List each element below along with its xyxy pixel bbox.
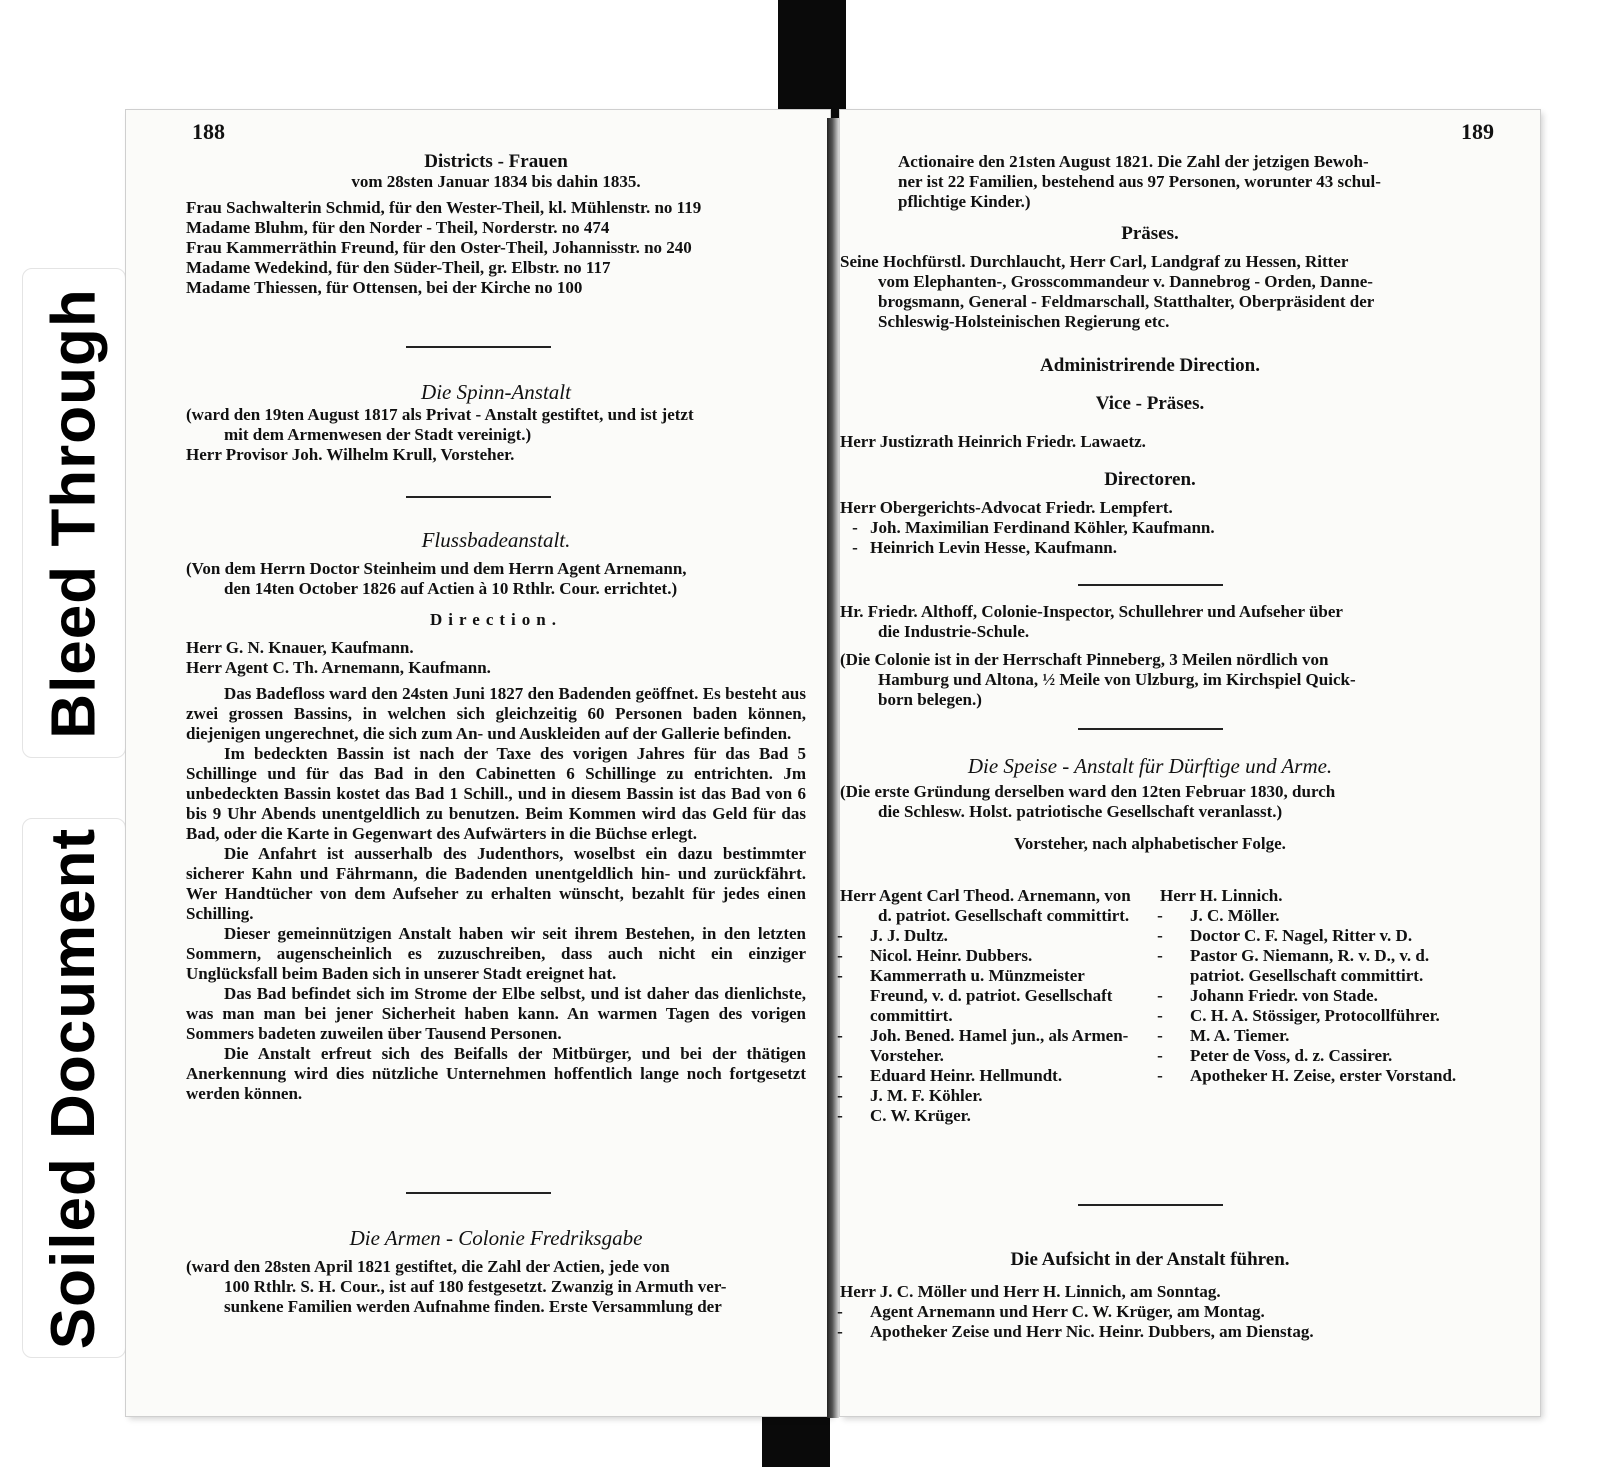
admin-title: Administrirende Direction. — [1040, 355, 1260, 376]
praeses-section — [840, 224, 1460, 332]
vorsteher-entry — [1157, 906, 1460, 926]
fluss-line: den 14ten October 1826 auf Actien à 10 Rthlr. Cour. errichtet.) — [224, 579, 678, 598]
aufsicht-section — [837, 1249, 1460, 1342]
dash: - — [837, 1026, 843, 1045]
directoren-title: Directoren. — [1104, 469, 1196, 490]
praeses-line: Seine Hochfürstl. Durchlaucht, Herr Carl, Landgraf zu Hessen, Ritter — [840, 252, 1349, 271]
colonie-title: Die Armen - Colonie Fredriksgabe — [349, 1226, 643, 1250]
left-page — [126, 110, 830, 1416]
colonie-section — [186, 1228, 806, 1317]
fluss-paragraph: Die Anfahrt ist ausserhalb des Judenthors, woselbst ein dazu bestimmter sicherer Kahn und Fährmann, die Badenden unentgeldlich hin- und zurückfährt. Wer Handtücher von dem Aufseher zu erhalten wünscht, bezahlt für jedes einen Schilling. — [186, 844, 806, 923]
vorsteher-entry — [837, 926, 1140, 946]
fluss-director: Herr G. N. Knauer, Kaufmann. — [186, 638, 414, 657]
vorsteher-entry — [837, 946, 1140, 966]
aufsicht-row — [837, 1302, 1460, 1322]
districts-title: Districts - Frauen — [424, 151, 568, 172]
colonie-continued — [860, 152, 1460, 212]
vorsteher-entry — [837, 1026, 1140, 1066]
districts-subtitle: vom 28sten Januar 1834 bis dahin 1835. — [351, 172, 641, 191]
vorsteher-entry — [1157, 1006, 1460, 1026]
vorsteher-name: Johann Friedr. von Stade. — [1190, 986, 1378, 1005]
director-line: Heinrich Levin Hesse, Kaufmann. — [870, 538, 1117, 557]
page-number-right: 189 — [1461, 119, 1494, 144]
fluss-director: Herr Agent C. Th. Arnemann, Kaufmann. — [186, 658, 491, 677]
dash: - — [852, 538, 858, 557]
vorsteher-entry — [1157, 926, 1460, 946]
aufsicht-line: Apotheker Zeise und Herr Nic. Heinr. Dubbers, am Dienstag. — [870, 1322, 1314, 1341]
vorsteher-name: M. A. Tiemer. — [1190, 1026, 1290, 1045]
colonie-cont-line: Actionaire den 21sten August 1821. Die Zahl der jetzigen Bewoh- — [898, 152, 1369, 171]
fluss-paragraph: Dieser gemeinnützigen Anstalt haben wir seit ihrem Bestehen, in den letzten Sommern, augenscheinlich es zuzuschreiben, dass auch nicht ein einziger Unglücksfall beim Baden sich in unserer Stadt ereignet hat. — [186, 924, 806, 983]
director-line: Joh. Maximilian Ferdinand Köhler, Kaufmann. — [870, 518, 1215, 537]
fluss-paragraph: Im bedeckten Bassin ist nach der Taxe des vorigen Jahres für das Bad 5 Schillinge und für das Bad in den Cabinetten 6 Schillinge zu entrichten. Jm unbedeckten Bassin kostet das Bad 1 Schill., und in diesem Bassin ist das Bad von 6 bis 9 Uhr Abends unentgeldlich zu benutzen. Beim Kommen wird das Geld für das Bad, oder die Karte in Gegenwart des Aufwärters in die Büchse erlegt. — [186, 744, 806, 843]
spinn-line: (ward den 19ten August 1817 als Privat - Anstalt gestiftet, und ist jetzt — [186, 405, 694, 424]
praeses-line: Schleswig-Holsteinischen Regierung etc. — [878, 312, 1170, 331]
dash: - — [837, 1066, 843, 1085]
soiled-document-label — [22, 818, 126, 1358]
bleed-through-text: Bleed Through — [39, 287, 109, 739]
director-line: Herr Obergerichts-Advocat Friedr. Lempfert. — [840, 498, 1173, 517]
dash: - — [1157, 1006, 1163, 1025]
fluss-paragraph: Das Bad befindet sich im Strome der Elbe selbst, und ist daher das dienlichste, was man man bei jener Sicherheit haben kann. An warmen Tagen des vorigen Sommers badeten zuweilen über Tausend Personen. — [186, 984, 806, 1043]
lage-line: Hamburg und Altona, ½ Meile von Ulzburg, im Kirchspiel Quick- — [878, 670, 1356, 689]
spinn-line: Herr Provisor Joh. Wilhelm Krull, Vorsteher. — [186, 445, 515, 464]
vorsteher-entry — [1157, 1046, 1460, 1066]
right-page — [837, 110, 1540, 1416]
dash: - — [837, 1106, 843, 1125]
fluss-paragraphs — [186, 684, 806, 1104]
vorsteher-name: J. J. Dultz. — [870, 926, 948, 945]
vorsteher-name: Pastor G. Niemann, R. v. D., v. d. patriot. Gesellschaft committirt. — [1190, 946, 1430, 985]
soiled-document-text: Soiled Document — [39, 827, 109, 1349]
aufsicht-line: Agent Arnemann und Herr C. W. Krüger, am Montag. — [870, 1302, 1265, 1321]
vorsteher-name: Peter de Voss, d. z. Cassirer. — [1190, 1046, 1393, 1065]
director-row — [840, 518, 1460, 538]
direction-section — [840, 356, 1460, 558]
districts-section — [186, 152, 806, 298]
divider — [840, 728, 1460, 730]
dash: - — [837, 946, 843, 965]
binding-strip-bottom — [762, 1414, 830, 1467]
vorsteher-name: J. C. Möller. — [1190, 906, 1280, 925]
colonie-cont-line: ner ist 22 Familien, bestehend aus 97 Personen, worunter 43 schul- — [898, 172, 1381, 191]
aufsicht-row — [837, 1322, 1460, 1342]
divider — [840, 1204, 1460, 1206]
page-number-left: 188 — [192, 119, 225, 144]
fluss-paragraph: Die Anstalt erfreut sich des Beifalls der Mitbürger, und bei der thätigen Anerkennung wird dies nützliche Unternehmen hoffentlich lange noch fortgesetzt werden können. — [186, 1044, 806, 1103]
vorsteher-name: Doctor C. F. Nagel, Ritter v. D. — [1190, 926, 1413, 945]
vorsteher-entry: Herr Agent Carl Theod. Arnemann, von d. patriot. Gesellschaft committirt. — [840, 886, 1131, 925]
bleed-through-label — [22, 268, 126, 758]
districts-line: Frau Sachwalterin Schmid, für den Wester-Theil, kl. Mühlenstr. no 119 — [186, 198, 702, 217]
dash: - — [1157, 926, 1163, 945]
colonie-cont-line: pflichtige Kinder.) — [898, 192, 1031, 211]
vorsteher-entry — [837, 1086, 1140, 1106]
colonie-line: (ward den 28sten April 1821 gestiftet, die Zahl der Actien, jede von — [186, 1257, 670, 1276]
districts-line: Madame Wedekind, für den Süder-Theil, gr. Elbstr. no 117 — [186, 258, 611, 277]
fluss-direction-title: Direction. — [430, 610, 562, 629]
director-row — [840, 538, 1460, 558]
dash: - — [1157, 946, 1163, 965]
vice-title: Vice - Präses. — [1095, 393, 1205, 414]
dash: - — [837, 1302, 843, 1321]
districts-list — [186, 198, 806, 298]
vorsteher-name: Kammerrath u. Münzmeister Freund, v. d. patriot. Gesellschaft committirt. — [870, 966, 1113, 1025]
dash: - — [837, 1086, 843, 1105]
vorsteher-name: J. M. F. Köhler. — [870, 1086, 983, 1105]
spinn-title: Die Spinn-Anstalt — [421, 380, 571, 404]
districts-line: Madame Bluhm, für den Norder - Theil, Norderstr. no 474 — [186, 218, 610, 237]
fluss-line: (Von dem Herrn Doctor Steinheim und dem Herrn Agent Arnemann, — [186, 559, 687, 578]
vorsteher-entry — [1157, 946, 1460, 986]
vorsteher-name: C. H. A. Stössiger, Protocollführer. — [1190, 1006, 1440, 1025]
dash: - — [837, 1322, 843, 1341]
lage-line: (Die Colonie ist in der Herrschaft Pinneberg, 3 Meilen nördlich von — [840, 650, 1329, 669]
dash: - — [852, 518, 858, 537]
vorsteher-column-left — [837, 886, 1154, 1126]
vorsteher-name: Joh. Bened. Hamel jun., als Armen-Vorsteher. — [870, 1026, 1129, 1065]
divider — [126, 346, 830, 348]
althoff-section — [840, 602, 1460, 710]
vorsteher-name: Eduard Heinr. Hellmundt. — [870, 1066, 1063, 1085]
speise-section — [840, 756, 1460, 854]
speise-line: (Die erste Gründung derselben ward den 12ten Februar 1830, durch — [840, 782, 1336, 801]
dash: - — [1157, 1066, 1163, 1085]
vorsteher-list — [837, 886, 1460, 1126]
vorsteher-name: C. W. Krüger. — [870, 1106, 971, 1125]
fluss-section — [186, 530, 806, 1104]
vorsteher-entry — [1157, 986, 1460, 1006]
speise-title: Die Speise - Anstalt für Dürftige und Arme. — [967, 754, 1333, 778]
lage-line: born belegen.) — [878, 690, 982, 709]
vorsteher-name: Apotheker H. Zeise, erster Vorstand. — [1190, 1066, 1457, 1085]
vorsteher-entry — [1157, 1066, 1460, 1086]
districts-line: Madame Thiessen, für Ottensen, bei der Kirche no 100 — [186, 278, 583, 297]
districts-line: Frau Kammerräthin Freund, für den Oster-Theil, Johannisstr. no 240 — [186, 238, 692, 257]
vorsteher-column-right — [1154, 886, 1460, 1126]
binding-strip-top — [778, 0, 846, 122]
page-gutter — [827, 118, 839, 1418]
dash: - — [837, 926, 843, 945]
vorsteher-entry — [837, 1066, 1140, 1086]
speise-line: die Schlesw. Holst. patriotische Gesellschaft veranlasst.) — [878, 802, 1283, 821]
vorsteher-entry — [1157, 1026, 1460, 1046]
althoff-line: Hr. Friedr. Althoff, Colonie-Inspector, Schullehrer und Aufseher über — [840, 602, 1343, 621]
praeses-line: vom Elephanten-, Grosscommandeur v. Dannebrog - Orden, Danne- — [878, 272, 1373, 291]
vorsteher-title: Vorsteher, nach alphabetischer Folge. — [1014, 834, 1286, 853]
vorsteher-entry — [837, 966, 1140, 1026]
colonie-line: 100 Rthlr. S. H. Cour., ist auf 180 festgesetzt. Zwanzig in Armuth ver- — [224, 1277, 727, 1296]
praeses-title: Präses. — [1121, 223, 1179, 244]
praeses-line: brogsmann, General - Feldmarschall, Statthalter, Oberpräsident der — [878, 292, 1375, 311]
vorsteher-entry: Herr H. Linnich. — [1160, 886, 1283, 905]
dash: - — [1157, 1046, 1163, 1065]
dash: - — [1157, 906, 1163, 925]
aufsicht-line: Herr J. C. Möller und Herr H. Linnich, am Sonntag. — [840, 1282, 1221, 1301]
divider — [126, 496, 830, 498]
althoff-line: die Industrie-Schule. — [878, 622, 1030, 641]
colonie-line: sunkene Familien werden Aufnahme finden. Erste Versammlung der — [224, 1297, 722, 1316]
fluss-title: Flussbadeanstalt. — [421, 528, 571, 552]
vice-line: Herr Justizrath Heinrich Friedr. Lawaetz. — [840, 432, 1146, 451]
vorsteher-entry — [837, 1106, 1140, 1126]
spinn-section — [186, 382, 806, 465]
fluss-paragraph: Das Badefloss ward den 24sten Juni 1827 den Badenden geöffnet. Es besteht aus zwei grossen Bassins, in welchen sich gleichzeitig 60 Personen baden können, diejenigen ungerechnet, die sich zum An- und Auskleiden auf der Gallerie befinden. — [186, 684, 806, 743]
spinn-line: mit dem Armenwesen der Stadt vereinigt.) — [224, 425, 532, 444]
dash: - — [837, 966, 843, 985]
dash: - — [1157, 1026, 1163, 1045]
divider — [840, 584, 1460, 586]
vorsteher-name: Nicol. Heinr. Dubbers. — [870, 946, 1033, 965]
dash: - — [1157, 986, 1163, 1005]
divider — [126, 1192, 830, 1194]
aufsicht-title: Die Aufsicht in der Anstalt führen. — [1010, 1249, 1290, 1270]
